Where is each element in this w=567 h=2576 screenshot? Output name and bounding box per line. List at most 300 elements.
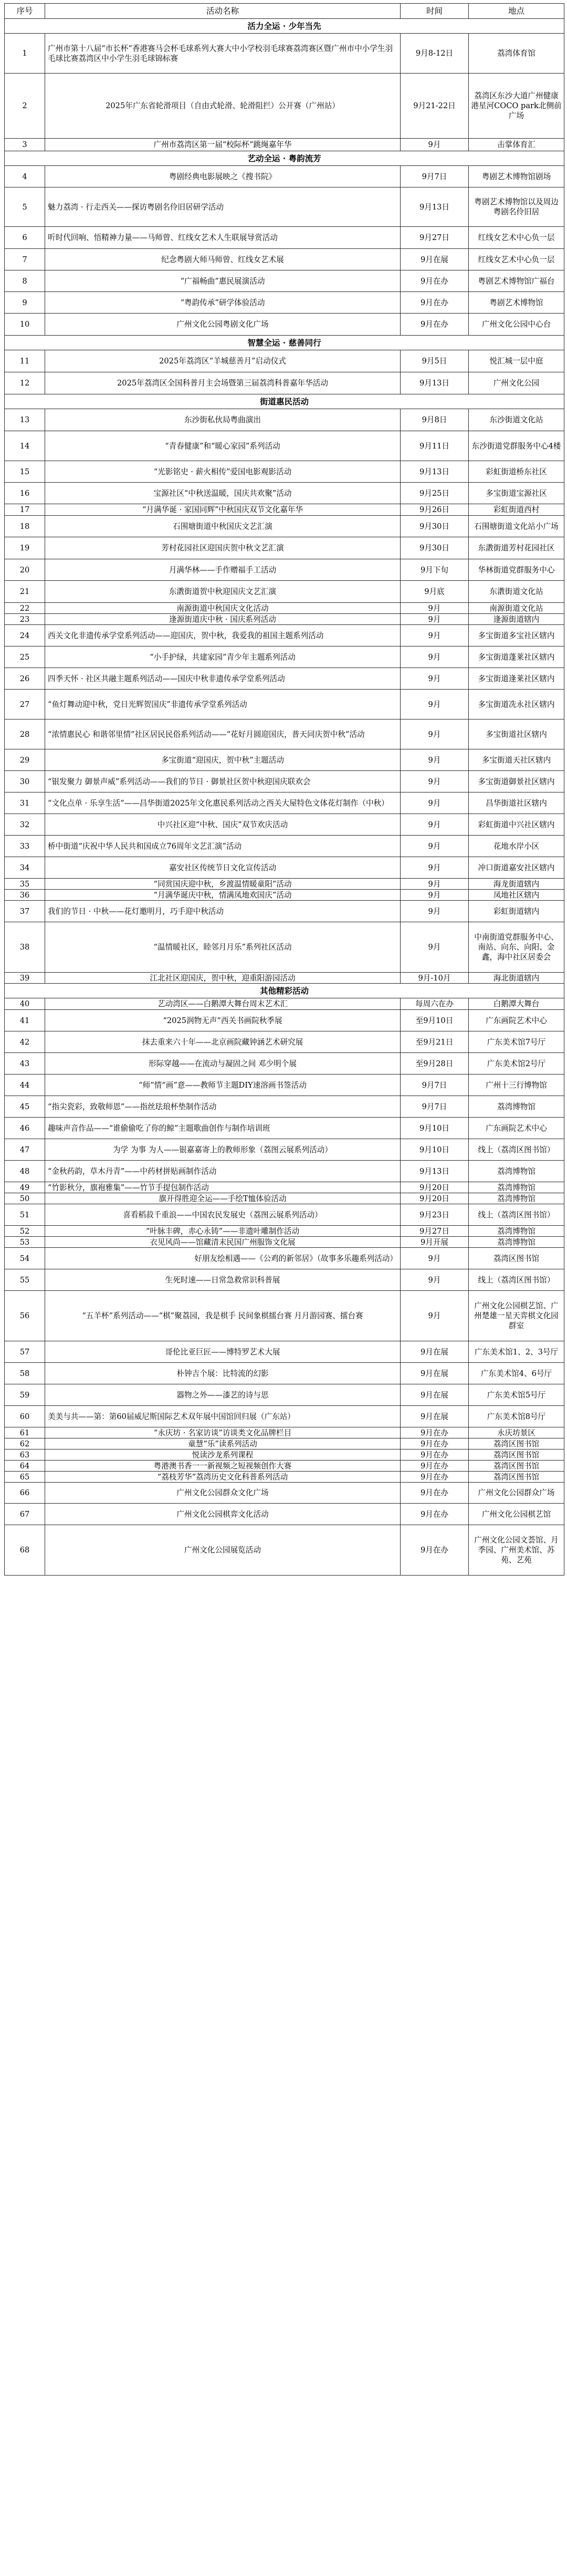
table-row [5,483,564,504]
table-row [5,1182,564,1193]
row-number: 6 [5,227,45,249]
row-number: 35 [5,879,45,890]
activity-place: 东沙街道文化站 [469,409,564,431]
activity-time: 9月20日 [401,1193,469,1204]
activity-place: 广州文化公园 [469,372,564,394]
row-number: 36 [5,890,45,901]
row-number: 22 [5,603,45,614]
activity-name: 东沙街私伙局粤曲演出 [45,409,401,431]
activity-place: 东漖街道文化站 [469,581,564,603]
table-row [5,1427,564,1438]
activity-time: 9月13日 [401,461,469,483]
activity-name: 广州市荔湾区第一届“校际杯”跳绳嘉年华 [45,139,401,151]
activity-time: 9月在办 [401,270,469,292]
activity-time: 9月21-22日 [401,74,469,139]
activity-place: 石围塘街道文化站小广场 [469,516,564,537]
activity-place: 广东美术馆5号厅 [469,1384,564,1406]
header-name: 活动名称 [45,4,401,19]
table-row [5,1363,564,1384]
row-number: 24 [5,625,45,646]
activity-place: 红线女艺术中心负一层 [469,249,564,270]
activity-name: “竹影秋分，旗袍雅集”——竹节手提包制作活动 [45,1182,401,1193]
activity-name: “温情暖社区，睦邻月月乐”系列社区活动 [45,922,401,973]
activity-place: 粤剧艺术博物馆以及周边粤剧名伶旧居 [469,187,564,227]
activity-name: 器物之外——漆艺的诗与思 [45,1384,401,1406]
activity-place: 粤剧艺术博物馆 [469,292,564,314]
row-number: 8 [5,270,45,292]
table-row [5,1075,564,1096]
row-number: 39 [5,973,45,984]
activity-place: 广州文化公园群众广场 [469,1483,564,1504]
activity-name: 嘉安社区传统节日文化宣传活动 [45,857,401,879]
table-row [5,1096,564,1118]
section-title: 智慧全运 · 慈善同行 [5,336,564,350]
row-number: 60 [5,1406,45,1427]
activity-name: “五羊杯”系列活动——“棋”聚荔园，我是棋手 民间象棋擂台赛 月月游园赛、擂台赛 [45,1291,401,1341]
activity-name: 宝源社区“中秋送温暖，国庆共欢聚”活动 [45,483,401,504]
activity-name: 好朋友绘相遇——《公鸡的新邻居》（故事多乐趣系列活动） [45,1248,401,1269]
activity-time: 9月在展 [401,1384,469,1406]
table-row [5,1248,564,1269]
row-number: 66 [5,1483,45,1504]
table-row [5,668,564,690]
row-number: 47 [5,1139,45,1161]
activity-time: 9月 [401,771,469,792]
activity-time: 9月27日 [401,227,469,249]
table-row [5,1031,564,1053]
table-row [5,314,564,336]
activity-place: 彩虹街道辖内 [469,901,564,922]
table-row [5,581,564,603]
activity-time: 9月在展 [401,249,469,270]
activity-time: 9月 [401,1248,469,1269]
table-row [5,187,564,227]
row-number: 10 [5,314,45,336]
activity-name: 多宝街道“迎国庆，贺中秋”主题活动 [45,749,401,771]
activity-time: 9月在办 [401,314,469,336]
table-row [5,461,564,483]
section-row [5,984,564,998]
activity-time: 9月8日 [401,409,469,431]
table-row [5,1461,564,1472]
table-row [5,139,564,151]
table-row [5,34,564,74]
table-row [5,771,564,792]
activity-place: 广州文化公园棋艺馆 [469,1504,564,1525]
row-number: 9 [5,292,45,314]
activity-place: 广州十三行博物馆 [469,1075,564,1096]
activity-name: 东漖街道贺中秋迎国庆文艺汇演 [45,581,401,603]
activity-time: 9月13日 [401,372,469,394]
activity-time: 9月在办 [401,1483,469,1504]
table-row [5,973,564,984]
activity-place: 红线女艺术中心负一层 [469,227,564,249]
activity-time: 至9月28日 [401,1053,469,1075]
activity-time: 9月在展 [401,1406,469,1427]
row-number: 50 [5,1193,45,1204]
activity-name: 艺动湾区——白鹅潭大舞台周末艺术汇 [45,998,401,1010]
section-row [5,394,564,409]
activity-name: 我们的节日 · 中秋——花灯邀明月，巧手迎中秋活动 [45,901,401,922]
activity-name: 中兴社区迎“中秋、国庆”双节欢庆活动 [45,814,401,836]
activity-place: 东沙街道党群服务中心4楼 [469,431,564,461]
activity-name: 南源街道中秋国庆文化活动 [45,603,401,614]
activity-place: 荔湾区图书馆 [469,1248,564,1269]
activity-place: 多宝街道多宝社区辖内 [469,625,564,646]
activity-place: 悦汇城一层中庭 [469,350,564,372]
activity-time: 9月开展 [401,1237,469,1248]
row-number: 26 [5,668,45,690]
row-number: 52 [5,1226,45,1237]
activity-place: 凤地社区辖内 [469,890,564,901]
row-number: 41 [5,1010,45,1031]
activity-time: 9月在办 [401,1427,469,1438]
section-row [5,336,564,350]
activity-place: 广州文化公园棋艺馆、广州楚雄一星天弈棋文化园群室 [469,1291,564,1341]
activity-time: 9月30日 [401,516,469,537]
activity-name: 美美与共——第：第60届威尼斯国际艺术双年展中国馆回归展（广东站） [45,1406,401,1427]
row-number: 30 [5,771,45,792]
header-no: 序号 [5,4,45,19]
row-number: 62 [5,1438,45,1449]
activity-time: 9月11日 [401,431,469,461]
activity-place: 荔湾博物馆 [469,1161,564,1182]
section-title: 艺动全运 · 粤韵流芳 [5,151,564,166]
activity-place: 荔湾体育馆 [469,34,564,74]
activity-time: 9月-10月 [401,973,469,984]
table-row [5,1010,564,1031]
activity-name: “粤韵传承”研学体验活动 [45,292,401,314]
table-row [5,719,564,749]
activity-name: 月满华林——手作赠福手工活动 [45,559,401,581]
activity-name: 朴钟吉个展：比特流的幻影 [45,1363,401,1384]
activity-place: 广东美术馆4、6号厅 [469,1363,564,1384]
activity-name: “2025润物无声”西关书画院秋季展 [45,1010,401,1031]
activity-place: 彩虹街道桥东社区 [469,461,564,483]
activity-time: 至9月10日 [401,1010,469,1031]
activity-name: “光影铭史 · 薪火相传”爱国电影观影活动 [45,461,401,483]
row-number: 54 [5,1248,45,1269]
activity-place: 东漖街道芳村花园社区 [469,537,564,559]
table-row [5,1341,564,1363]
activity-name: 衣见风尚——馆藏清末民国广州服饰文化展 [45,1237,401,1248]
activity-time: 9月在办 [401,1461,469,1472]
section-row [5,151,564,166]
table-row [5,1237,564,1248]
activity-place: 荔湾区图书馆 [469,1472,564,1483]
activity-place: 广州文化公园中心台 [469,314,564,336]
row-number: 5 [5,187,45,227]
activity-place: 白鹅潭大舞台 [469,998,564,1010]
activity-time: 9月在展 [401,1363,469,1384]
activity-name: 抹去重来六十年——北京画院藏钟涵艺术研究展 [45,1031,401,1053]
activity-place: 荔湾博物馆 [469,1182,564,1193]
table-row [5,516,564,537]
activity-time: 每周六在办 [401,998,469,1010]
section-title: 其他精彩活动 [5,984,564,998]
table-row [5,625,564,646]
activity-name: 喜看稻菽千重浪——中国农民发展史（荔图云展系列活动） [45,1204,401,1226]
activity-place: 荔湾博物馆 [469,1193,564,1204]
activity-place: 广东美术馆7号厅 [469,1031,564,1053]
activity-time: 9月27日 [401,1226,469,1237]
row-number: 49 [5,1182,45,1193]
activity-place: 海龙街道辖内 [469,879,564,890]
activity-time: 9月 [401,719,469,749]
activity-name: 2025年荔湾区全国科普月主会场暨第三届荔湾科普嘉年华活动 [45,372,401,394]
activity-time: 9月 [401,922,469,973]
activity-time: 9月 [401,857,469,879]
row-number: 20 [5,559,45,581]
activity-place: 多宝街道宝源社区 [469,483,564,504]
activity-name: 2025年荔湾区“羊城慈善月”启动仪式 [45,350,401,372]
activity-name: “青春健康”和“暖心家园”系列活动 [45,431,401,461]
table-row [5,372,564,394]
activity-name: 童慧“乐”读系列活动 [45,1438,401,1449]
activity-place: 广东美术馆1、2、3号厅 [469,1341,564,1363]
row-number: 13 [5,409,45,431]
table-row [5,1193,564,1204]
activity-name: 广州市第十八届“市长杯”香港赛马会杯毛球系列大赛大中小学校羽毛球赛荔湾赛区暨广州市中小学生羽毛球比赛荔湾区中小学生羽毛球锦标赛 [45,34,401,74]
table-row [5,1525,564,1576]
activity-place: 多宝街道冼永社区辖内 [469,690,564,719]
activity-time: 9月 [401,836,469,857]
row-number: 68 [5,1525,45,1576]
table-row [5,249,564,270]
row-number: 31 [5,792,45,814]
activity-name: 魅力荔湾 · 行走西关——探访粤剧名伶旧居研学活动 [45,187,401,227]
row-number: 67 [5,1504,45,1525]
activity-name: 粤剧经典电影展映之《搜书院》 [45,166,401,187]
table-row [5,559,564,581]
row-number: 4 [5,166,45,187]
row-number: 27 [5,690,45,719]
activity-place: 逢源街道辖内 [469,614,564,625]
activity-time: 9月在办 [401,1504,469,1525]
activity-time: 9月7日 [401,166,469,187]
header-row [5,4,564,19]
activity-time: 至9月21日 [401,1031,469,1053]
table-row [5,1204,564,1226]
activity-time: 9月7日 [401,1075,469,1096]
activity-name: “月满华诞 · 家国同辉”中秋国庆双节文化嘉年华 [45,504,401,516]
activity-name: 旗开得胜迎全运——手绘T恤体验活动 [45,1193,401,1204]
activity-place: 线上（荔湾区图书馆） [469,1139,564,1161]
row-number: 56 [5,1291,45,1341]
activity-place: 荔湾博物馆 [469,1096,564,1118]
row-number: 23 [5,614,45,625]
activity-time: 9月在办 [401,292,469,314]
activity-time: 9月在办 [401,1472,469,1483]
table-row [5,836,564,857]
activity-name: “广福畅曲”惠民展演活动 [45,270,401,292]
activity-place: 彩虹街道中兴社区辖内 [469,814,564,836]
activity-place: 多宝街道蓬莱社区辖内 [469,646,564,668]
row-number: 43 [5,1053,45,1075]
table-row [5,901,564,922]
activity-place: 荔湾博物馆 [469,1237,564,1248]
header-place: 地点 [469,4,564,19]
row-number: 48 [5,1161,45,1182]
activity-name: “同赏国庆迎中秋，乡渡温情暖童阳”活动 [45,879,401,890]
row-number: 2 [5,74,45,139]
activity-place: 粤剧艺术博物馆剧场 [469,166,564,187]
activity-time: 9月 [401,625,469,646]
activity-name: 粤港澳书香一一新视频之短视频创作大赛 [45,1461,401,1472]
activity-time: 9月下旬 [401,559,469,581]
table-row [5,537,564,559]
activity-name: 广州文化公园群众文化广场 [45,1483,401,1504]
row-number: 42 [5,1031,45,1053]
table-row [5,1269,564,1291]
table-row [5,1226,564,1237]
activity-time: 9月 [401,749,469,771]
activity-name: 听时代回响、悟精神力量——马师曾、红线女艺术人生联展导赏活动 [45,227,401,249]
row-number: 19 [5,537,45,559]
activity-time: 9月 [401,603,469,614]
table-row [5,1438,564,1449]
table-row [5,814,564,836]
activity-time: 9月 [401,792,469,814]
activity-name: 广州文化公园展览活动 [45,1525,401,1576]
activity-name: 生死时速——日常急救常识科普展 [45,1269,401,1291]
activity-time: 9月20日 [401,1182,469,1193]
activity-place: 花地水岸小区 [469,836,564,857]
activity-time: 9月13日 [401,187,469,227]
row-number: 16 [5,483,45,504]
table-row [5,270,564,292]
activity-place: 荔湾区图书馆 [469,1461,564,1472]
section-row [5,19,564,34]
activity-place: 广州文化公园文荟馆、月季园、广州美术馆、苏苑、艺苑 [469,1525,564,1576]
table-row [5,1118,564,1139]
table-row [5,614,564,625]
activity-place: 多宝街道御景社区辖内 [469,771,564,792]
row-number: 15 [5,461,45,483]
activity-name: 芳村花园社区迎国庆贺中秋文艺汇演 [45,537,401,559]
activity-time: 9月在办 [401,1438,469,1449]
activity-place: 击掌体育汇 [469,139,564,151]
activity-place: 线上（荔湾区图书馆） [469,1204,564,1226]
table-row [5,409,564,431]
table-row [5,922,564,973]
activity-time: 9月5日 [401,350,469,372]
activity-place: 粤剧艺术博物馆广福台 [469,270,564,292]
activity-time: 9月 [401,1291,469,1341]
row-number: 38 [5,922,45,973]
activity-place: 华林街道党群服务中心 [469,559,564,581]
table-row [5,1053,564,1075]
activity-name: 广州文化公园粤剧文化广场 [45,314,401,336]
row-number: 14 [5,431,45,461]
row-number: 63 [5,1449,45,1461]
header-time: 时间 [401,4,469,19]
row-number: 59 [5,1384,45,1406]
activity-name: 桥中街道“庆祝中华人民共和国成立76周年文艺汇演”活动 [45,836,401,857]
activity-place: 多宝街道天社区辖内 [469,749,564,771]
activity-time: 9月在展 [401,1341,469,1363]
row-number: 28 [5,719,45,749]
activity-name: 西关文化非遗传承学堂系列活动——迎国庆，贺中秋，我爱我的祖国主题系列活动 [45,625,401,646]
table-row [5,504,564,516]
row-number: 29 [5,749,45,771]
activity-name: 形际穿越——在流动与凝固之间 邓少明个展 [45,1053,401,1075]
table-row [5,1472,564,1483]
table-row [5,749,564,771]
row-number: 45 [5,1096,45,1118]
activity-place: 南源街道文化站 [469,603,564,614]
table-row [5,431,564,461]
activity-name: 逢源街道庆中秋 · 国庆系列活动 [45,614,401,625]
activity-name: 四季天怀 · 社区共融主题系列活动——国庆中秋非遗传承学堂系列活动 [45,668,401,690]
activity-name: “小手护绿，共建家园”青少年主题系列活动 [45,646,401,668]
table-row [5,857,564,879]
activity-place: 彩虹街道西村 [469,504,564,516]
activity-name: 2025年广东省轮滑项目（自由式轮滑、轮滑阻拦）公开赛（广州站） [45,74,401,139]
activity-time: 9月 [401,139,469,151]
row-number: 53 [5,1237,45,1248]
table-row [5,227,564,249]
activity-place: 荔湾区图书馆 [469,1438,564,1449]
row-number: 61 [5,1427,45,1438]
table-row [5,1406,564,1427]
activity-name: “浓情惠民心 和谐邻里情”社区居民民俗系列活动——“花好月圆迎国庆，普天同庆贺中秋”活动 [45,719,401,749]
row-number: 46 [5,1118,45,1139]
table-row [5,879,564,890]
table-row [5,1384,564,1406]
activity-place: 海北街道辖内 [469,973,564,984]
table-row [5,350,564,372]
activity-time: 9月30日 [401,537,469,559]
activity-name: “师”情“画”意——教师节主题DIY速溶画书签活动 [45,1075,401,1096]
activity-name: 趣味声音作品——“谁偷偷吃了你的鲸”主题歌曲创作与制作培训班 [45,1118,401,1139]
activity-time: 9月 [401,668,469,690]
table-row [5,1291,564,1341]
activity-time: 9月 [401,1269,469,1291]
activity-time: 9月在办 [401,1449,469,1461]
activity-place: 广东画院艺术中心 [469,1010,564,1031]
row-number: 21 [5,581,45,603]
row-number: 25 [5,646,45,668]
activity-time: 9月 [401,890,469,901]
activity-name: 纪念粤剧大师马师曾、红线女艺术展 [45,249,401,270]
row-number: 11 [5,350,45,372]
activity-place: 多宝街道社区辖内 [469,719,564,749]
table-row [5,792,564,814]
table-row [5,1449,564,1461]
table-row [5,603,564,614]
row-number: 55 [5,1269,45,1291]
activity-place: 永庆坊景区 [469,1427,564,1438]
table-row [5,292,564,314]
table-row [5,890,564,901]
table-row [5,1504,564,1525]
activity-time: 9月25日 [401,483,469,504]
table-row [5,74,564,139]
activity-place: 荔湾博物馆 [469,1226,564,1237]
activity-time: 9月13日 [401,1161,469,1182]
activity-name: 悦读沙龙系列课程 [45,1449,401,1461]
activity-time: 9月 [401,814,469,836]
table-row [5,1483,564,1504]
row-number: 37 [5,901,45,922]
table-row [5,690,564,719]
activity-name: “金秋药韵，草木丹青”——中药材拼贴画制作活动 [45,1161,401,1182]
activity-time: 9月10日 [401,1139,469,1161]
table-row [5,1161,564,1182]
row-number: 44 [5,1075,45,1096]
activity-place: 中南街道党群服务中心、南站、向东、向阳、金鑫，海中社区居委会 [469,922,564,973]
